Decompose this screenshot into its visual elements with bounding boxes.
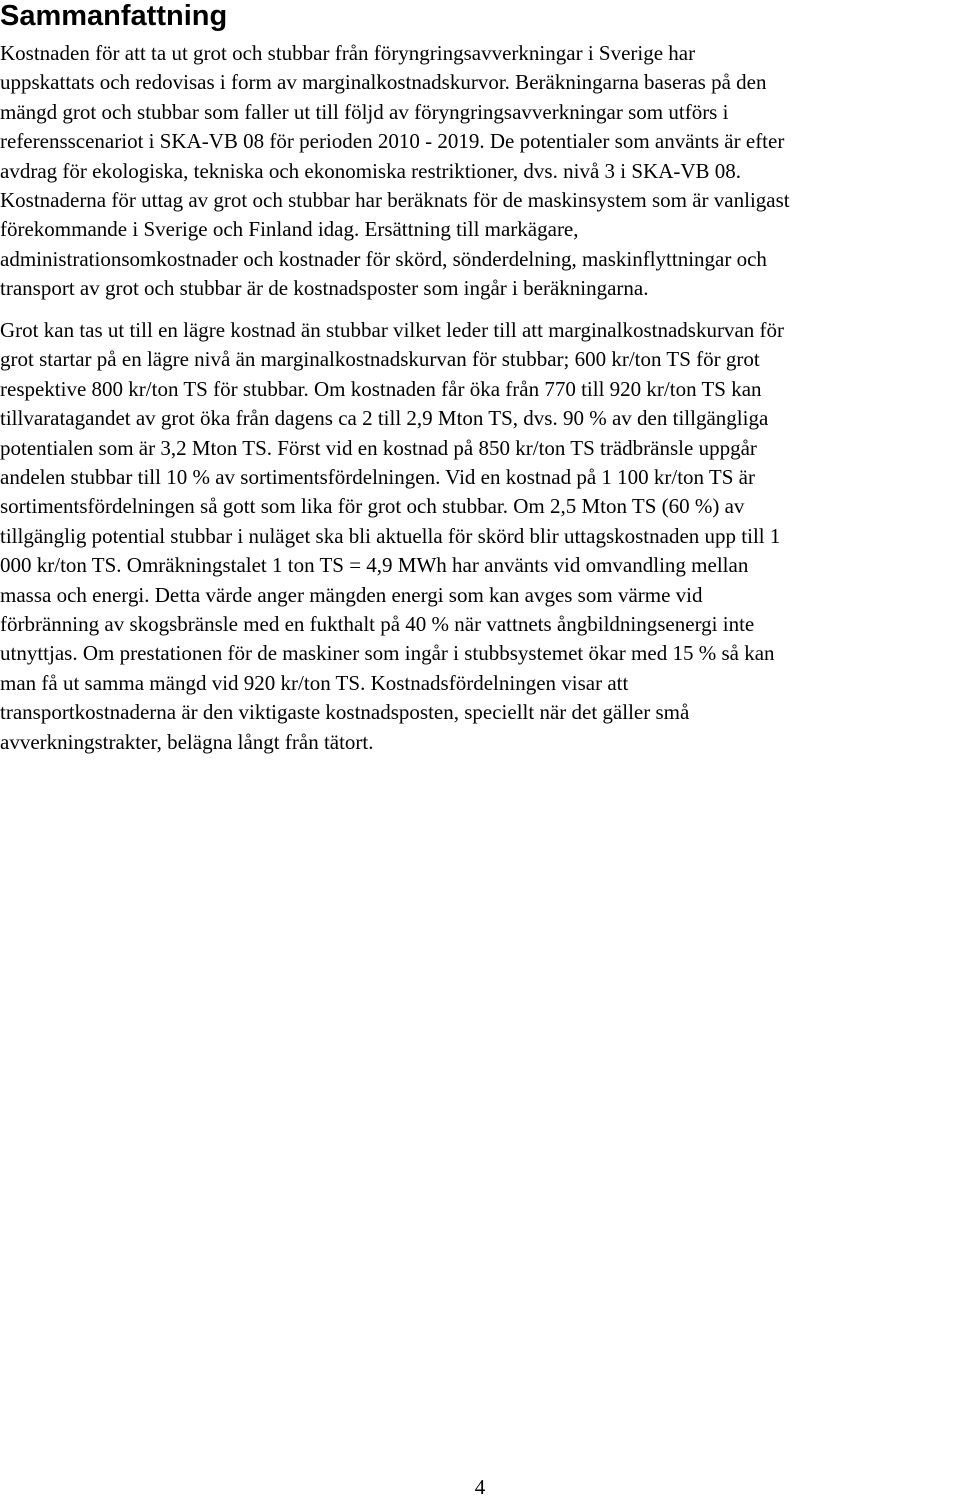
paragraph-line: potentialen som är 3,2 Mton TS. Först vid en kostnad på 850 kr/ton TS trädbränsle uppgår	[0, 435, 757, 460]
paragraph-line: sortimentsfördelningen så gott som lika för grot och stubbar. Om 2,5 Mton TS (60 %) av	[0, 494, 745, 519]
section-heading: Sammanfattning	[0, 0, 228, 32]
paragraph-line: grot startar på en lägre nivå än marginalkostnadskurvan för stubbar; 600 kr/ton TS för grot	[0, 347, 760, 372]
paragraph-line: uppskattats och redovisas i form av marginalkostnadskurvor. Beräkningarna baseras på den	[0, 70, 767, 95]
paragraph-line: mängd grot och stubbar som faller ut till följd av föryngringsavverkningar som utförs i	[0, 99, 729, 124]
paragraph-line: transportkostnaderna är den viktigaste kostnadsposten, speciellt när det gäller små	[0, 700, 690, 725]
paragraph-line: avdrag för ekologiska, tekniska och ekonomiska restriktioner, dvs. nivå 3 i SKA-VB 08.	[0, 158, 742, 183]
paragraph-line: utnyttjas. Om prestationen för de maskiner som ingår i stubbsystemet ökar med 15 % så kan	[0, 641, 775, 666]
paragraph-line: andelen stubbar till 10 % av sortimentsfördelningen. Vid en kostnad på 1 100 kr/ton TS är	[0, 465, 755, 490]
paragraph-line: tillvaratagandet av grot öka från dagens ca 2 till 2,9 Mton TS, dvs. 90 % av den tillgängliga	[0, 406, 769, 431]
paragraph-line: Grot kan tas ut till en lägre kostnad än stubbar vilket leder till att marginalkostnadskurvan för	[0, 318, 785, 342]
paragraph-line: förekommande i Sverige och Finland idag. Ersättning till markägare,	[0, 217, 579, 242]
summary-paragraph-1	[0, 39, 790, 304]
paragraph-line: respektive 800 kr/ton TS för stubbar. Om kostnaden får öka från 770 till 920 kr/ton TS kan	[0, 376, 762, 401]
paragraph-line: transport av grot och stubbar är de kostnadsposter som ingår i beräkningarna.	[0, 276, 649, 301]
paragraph-line: avverkningstrakter, belägna långt från tätort.	[0, 729, 374, 754]
paragraph-line: referensscenariot i SKA-VB 08 för perioden 2010 - 2019. De potentialer som använts är efter	[0, 129, 785, 154]
page-number: 4	[474, 1475, 486, 1499]
paragraph-line: tillgänglig potential stubbar i nuläget ska bli aktuella för skörd blir uttagskostnaden upp till 1	[0, 523, 781, 548]
paragraph-line: Kostnaden för att ta ut grot och stubbar från föryngringsavverkningar i Sverige har	[0, 41, 696, 65]
paragraph-line: man få ut samma mängd vid 920 kr/ton TS. Kostnadsfördelningen visar att	[0, 670, 629, 695]
paragraph-line: 000 kr/ton TS. Omräkningstalet 1 ton TS = 4,9 MWh har använts vid omvandling mellan	[0, 553, 749, 578]
paragraph-line: förbränning av skogsbränsle med en fukthalt på 40 % när vattnets ångbildningsenergi inte	[0, 612, 755, 637]
summary-paragraph-2	[0, 316, 784, 757]
paragraph-line: Kostnaderna för uttag av grot och stubbar har beräknats för de maskinsystem som är vanligast	[0, 188, 790, 213]
paragraph-line: massa och energi. Detta värde anger mängden energi som kan avges som värme vid	[0, 582, 703, 607]
paragraph-line: administrationsomkostnader och kostnader för skörd, sönderdelning, maskinflyttningar och	[0, 246, 767, 271]
